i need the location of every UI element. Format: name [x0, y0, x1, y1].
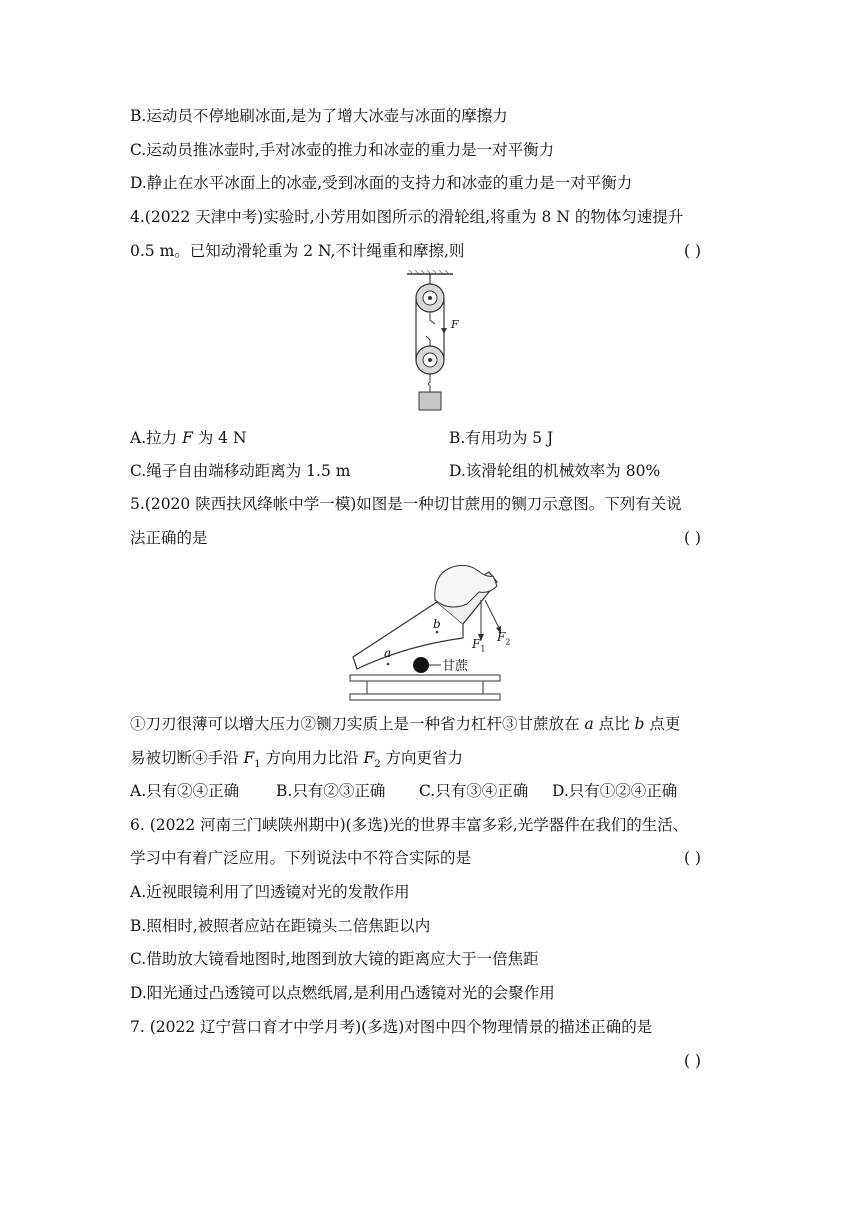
q4-option-c: C.绳子自由端移动距离为 1.5 m [130, 462, 351, 480]
point-b-label: b [433, 617, 441, 631]
q4-stem-line1: 4.(2022 天津中考)实验时,小芳用如图所示的滑轮组,将重为 8 N 的物体匀速提升 [130, 208, 684, 226]
force-f2-label: $F_2$ [497, 630, 511, 647]
q5-option-c: C.只有③④正确 [419, 782, 529, 800]
q4-option-a: A.拉力 F 为 4 N [130, 429, 247, 447]
q4-answer-blank: ( ) [684, 242, 702, 260]
pulley-force-label: F [451, 318, 459, 331]
q6-stem-line2: 学习中有着广泛应用。下列说法中不符合实际的是 [130, 849, 472, 867]
q5-stem-line1: 5.(2020 陕西扶风绛帐中学一模)如图是一种切甘蔗用的铡刀示意图。下列有关说 [130, 495, 682, 513]
q7-answer-blank: ( ) [684, 1052, 702, 1070]
q5-option-d: D.只有①②④正确 [552, 782, 678, 800]
q4-option-d: D.该滑轮组的机械效率为 80% [449, 462, 661, 480]
chopper-figure [345, 560, 505, 705]
prev-option-c: C.运动员推冰壶时,手对冰壶的推力和冰壶的重力是一对平衡力 [130, 141, 555, 159]
q7-stem-line1: 7. (2022 辽宁营口育才中学月考)(多选)对图中四个物理情景的描述正确的是 [130, 1018, 653, 1036]
pulley-system-figure [395, 270, 465, 415]
sugarcane-label: 甘蔗 [442, 659, 469, 674]
q6-stem-line1: 6. (2022 河南三门峡陕州期中)(多选)光的世界丰富多彩,光学器件在我们的生活、 [130, 816, 689, 834]
q6-option-d: D.阳光通过凸透镜可以点燃纸屑,是利用凸透镜对光的会聚作用 [130, 984, 555, 1002]
q5-stem-line2: 法正确的是 [130, 529, 208, 547]
q4-stem-line2: 0.5 m。已知动滑轮重为 2 N,不计绳重和摩擦,则 [130, 242, 465, 260]
q5-option-a: A.只有②④正确 [130, 782, 240, 800]
q6-answer-blank: ( ) [684, 849, 702, 867]
q5-option-b: B.只有②③正确 [276, 782, 386, 800]
prev-option-d: D.静止在水平冰面上的冰壶,受到冰面的支持力和冰壶的重力是一对平衡力 [130, 174, 633, 192]
q5-statements-line1: ①刀刃很薄可以增大压力②铡刀实质上是一种省力杠杆③甘蔗放在 a 点比 b 点更 [130, 715, 681, 733]
point-a-label: a [384, 646, 392, 660]
q6-option-a: A.近视眼镜利用了凹透镜对光的发散作用 [130, 883, 410, 901]
q6-option-b: B.照相时,被照者应站在距镜头二倍焦距以内 [130, 917, 431, 935]
prev-option-b: B.运动员不停地刷冰面,是为了增大冰壶与冰面的摩擦力 [130, 107, 508, 125]
force-f1-label: $F_1$ [472, 637, 486, 654]
q5-statements-line2: 易被切断④手沿 $F_1$ 方向用力比沿 $F_2$ 方向更省力 [130, 749, 464, 771]
q5-answer-blank: ( ) [684, 529, 702, 547]
q6-option-c: C.借助放大镜看地图时,地图到放大镜的距离应大于一倍焦距 [130, 950, 539, 968]
q4-option-b: B.有用功为 5 J [449, 429, 554, 447]
